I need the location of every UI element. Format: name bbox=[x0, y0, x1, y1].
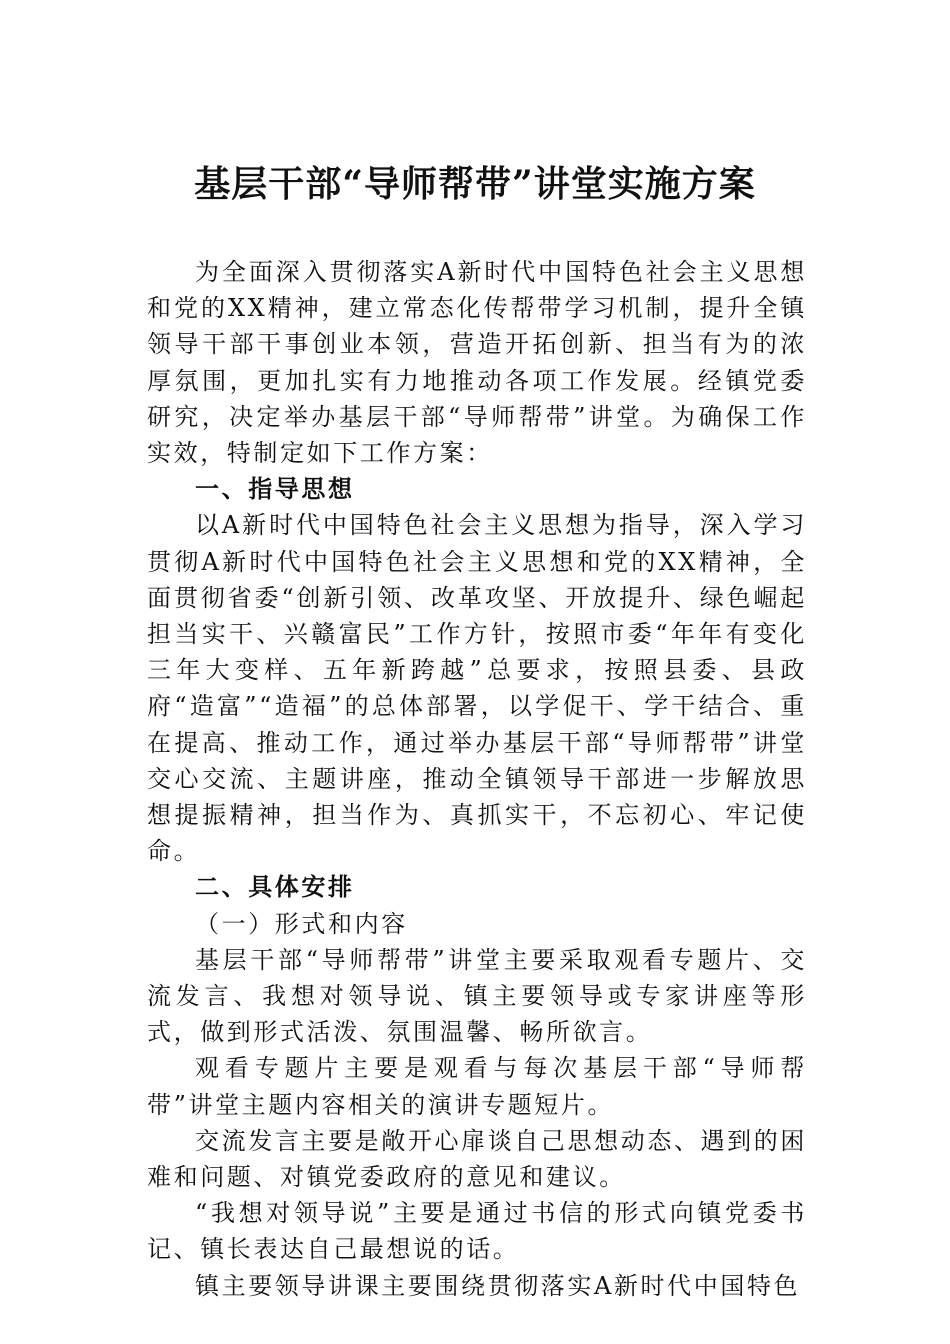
subsection-heading-form-content: （一）形式和内容 bbox=[195, 909, 408, 938]
document-body bbox=[147, 254, 807, 1304]
guiding-ideology-paragraph: 以A新时代中国特色社会主义思想为指导，深入学习贯彻A新时代中国特色社会主义思想和党的XX精神，全面贯彻省委“创新引领、改革攻坚、开放提升、绿色崛起担当实干、兴赣富民”工作方针，按照市委“年年有变化三年大变样、五年新跨越”总要求，按照县委、县政府“造富”“造福”的总体部署，以学促干、学干结合、重在提高、推动工作，通过举办基层干部“导师帮带”讲堂交心交流、主题讲座，推动全镇领导干部进一步解放思想提振精神，担当作为、真抓实干，不忘初心、牢记使命。 bbox=[147, 511, 807, 866]
arrangement-paragraph: 交流发言主要是敞开心扉谈自己思想动态、遇到的困难和问题、对镇党委政府的意见和建议。 bbox=[147, 1126, 807, 1192]
intro-paragraph: 为全面深入贯彻落实A新时代中国特色社会主义思想和党的XX精神，建立常态化传帮带学习机制，提升全镇领导干部干事创业本领，营造开拓创新、担当有为的浓厚氛围，更加扎实有力地推动各项工作发展。经镇党委研究，决定举办基层干部“导师帮带”讲堂。为确保工作实效，特制定如下工作方案： bbox=[147, 258, 807, 468]
section-heading-guiding-ideology: 一、指导思想 bbox=[195, 474, 355, 504]
arrangement-paragraph: 镇主要领导讲课主要围绕贯彻落实A新时代中国特色 bbox=[195, 1271, 801, 1300]
arrangement-paragraph: “我想对领导说”主要是通过书信的形式向镇党委书记、镇长表达自己最想说的话。 bbox=[147, 1199, 807, 1264]
section-heading-specific-arrangements: 二、具体安排 bbox=[195, 872, 355, 902]
document-title: 基层干部“导师帮带”讲堂实施方案 bbox=[194, 163, 756, 205]
arrangement-paragraph: 观看专题片主要是观看与每次基层干部“导师帮带”讲堂主题内容相关的演讲专题短片。 bbox=[147, 1054, 807, 1119]
arrangement-paragraph: 基层干部“导师帮带”讲堂主要采取观看专题片、交流发言、我想对领导说、镇主要领导或专家讲座等形式，做到形式活泼、氛围温馨、畅所欲言。 bbox=[147, 945, 807, 1047]
